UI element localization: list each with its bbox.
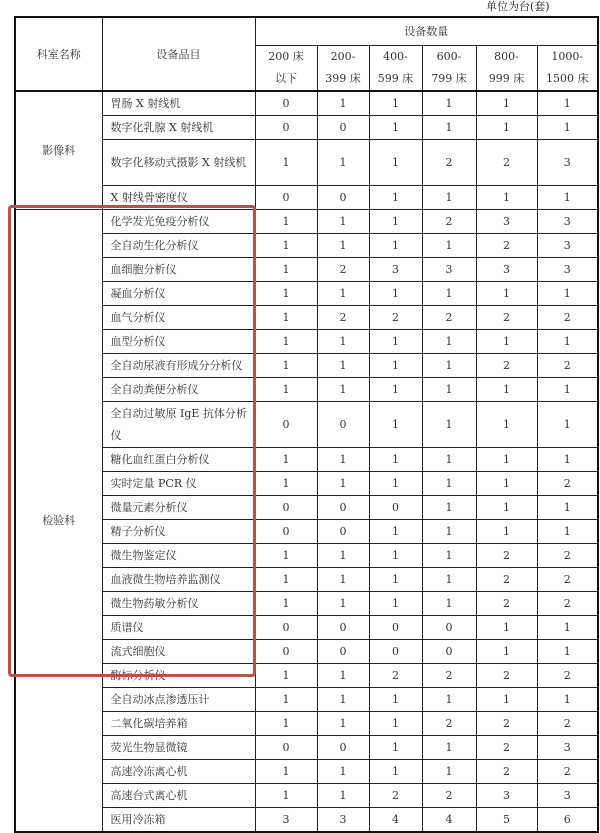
quantity-cell: 0: [317, 496, 369, 520]
quantity-cell: 1: [422, 91, 476, 116]
quantity-cell: 2: [422, 784, 476, 808]
quantity-cell: 1: [537, 91, 598, 116]
table-row: [15, 664, 598, 688]
quantity-cell: 1: [422, 520, 476, 544]
quantity-cell: 1: [369, 544, 422, 568]
table-row: [15, 784, 598, 808]
quantity-cell: 1: [422, 544, 476, 568]
header-bed-range-line: 999 床: [488, 72, 525, 85]
equipment-item: 血气分析仪: [102, 306, 255, 330]
quantity-cell: 1: [537, 496, 598, 520]
quantity-cell: 0: [422, 640, 476, 664]
quantity-cell: 3: [537, 210, 598, 234]
equipment-item: 胃肠 X 射线机: [102, 91, 255, 116]
header-bed-range-line: 400-: [383, 50, 408, 63]
header-bed-range: [476, 46, 537, 92]
table-row: [15, 760, 598, 784]
equipment-item: X 射线骨密度仪: [102, 186, 255, 210]
quantity-cell: 1: [476, 330, 537, 354]
quantity-cell: 1: [422, 378, 476, 402]
quantity-cell: 1: [317, 688, 369, 712]
equipment-item: 血型分析仪: [102, 330, 255, 354]
quantity-cell: 4: [422, 808, 476, 833]
quantity-cell: 1: [476, 520, 537, 544]
quantity-cell: 1: [369, 91, 422, 116]
quantity-cell: 1: [255, 760, 317, 784]
equipment-item: 实时定量 PCR 仪: [102, 472, 255, 496]
quantity-cell: 2: [476, 140, 537, 186]
quantity-cell: 1: [317, 354, 369, 378]
equipment-item: 微生物药敏分析仪: [102, 592, 255, 616]
quantity-cell: 0: [369, 640, 422, 664]
quantity-cell: 0: [422, 616, 476, 640]
equipment-table: [14, 16, 599, 833]
department-cell: 影像科: [15, 91, 102, 210]
quantity-cell: 1: [369, 354, 422, 378]
table-row: [15, 616, 598, 640]
equipment-item: 凝血分析仪: [102, 282, 255, 306]
quantity-cell: 1: [255, 282, 317, 306]
header-bed-range: [369, 46, 422, 92]
quantity-cell: 1: [422, 736, 476, 760]
table-row: [15, 544, 598, 568]
quantity-cell: 0: [255, 116, 317, 140]
header-bed-range: [537, 46, 598, 92]
quantity-cell: 1: [537, 330, 598, 354]
table-row: [15, 91, 598, 116]
quantity-cell: 1: [317, 448, 369, 472]
quantity-cell: 2: [476, 234, 537, 258]
table-row: [15, 282, 598, 306]
table-row: [15, 568, 598, 592]
quantity-cell: 1: [476, 186, 537, 210]
header-dept: 科室名称: [15, 17, 102, 91]
quantity-cell: 1: [317, 760, 369, 784]
table-row: [15, 688, 598, 712]
equipment-item: 二氧化碳培养箱: [102, 712, 255, 736]
table-row: [15, 520, 598, 544]
quantity-cell: 1: [422, 448, 476, 472]
header-bed-range-line: 799 床: [431, 72, 467, 85]
quantity-cell: 1: [369, 140, 422, 186]
quantity-cell: 1: [369, 760, 422, 784]
quantity-cell: 0: [317, 116, 369, 140]
quantity-cell: 1: [255, 472, 317, 496]
quantity-cell: 1: [369, 736, 422, 760]
quantity-cell: 1: [317, 282, 369, 306]
table-row: [15, 210, 598, 234]
quantity-cell: 1: [422, 186, 476, 210]
equipment-item: 全自动冰点渗透压计: [102, 688, 255, 712]
quantity-cell: 3: [537, 258, 598, 282]
quantity-cell: 1: [255, 210, 317, 234]
quantity-cell: 2: [476, 736, 537, 760]
quantity-cell: 3: [476, 210, 537, 234]
table-row: [15, 330, 598, 354]
header-bed-range: [255, 46, 317, 92]
quantity-cell: 1: [422, 688, 476, 712]
equipment-item: 微量元素分析仪: [102, 496, 255, 520]
quantity-cell: 1: [537, 186, 598, 210]
table-row: [15, 448, 598, 472]
quantity-cell: 1: [369, 712, 422, 736]
quantity-cell: 1: [317, 664, 369, 688]
quantity-cell: 0: [317, 520, 369, 544]
quantity-cell: 1: [317, 712, 369, 736]
quantity-cell: 2: [476, 306, 537, 330]
quantity-cell: 1: [255, 784, 317, 808]
quantity-cell: 1: [537, 402, 598, 448]
quantity-cell: 1: [422, 354, 476, 378]
quantity-cell: 1: [369, 116, 422, 140]
quantity-cell: 1: [422, 330, 476, 354]
equipment-item: 医用冷冻箱: [102, 808, 255, 833]
quantity-cell: 3: [537, 234, 598, 258]
quantity-cell: 0: [369, 496, 422, 520]
quantity-cell: 1: [422, 234, 476, 258]
quantity-cell: 1: [369, 402, 422, 448]
quantity-cell: 1: [369, 472, 422, 496]
quantity-cell: 2: [422, 712, 476, 736]
quantity-cell: 0: [255, 616, 317, 640]
quantity-cell: 1: [369, 186, 422, 210]
quantity-cell: 1: [255, 140, 317, 186]
quantity-cell: 1: [537, 616, 598, 640]
quantity-cell: 0: [317, 640, 369, 664]
quantity-cell: 2: [317, 258, 369, 282]
equipment-item: 数字化乳腺 X 射线机: [102, 116, 255, 140]
quantity-cell: 2: [369, 664, 422, 688]
quantity-cell: 1: [422, 592, 476, 616]
equipment-item: 酶标分析仪: [102, 664, 255, 688]
table-row: [15, 116, 598, 140]
quantity-cell: 1: [317, 568, 369, 592]
equipment-item: 糖化血红蛋白分析仪: [102, 448, 255, 472]
quantity-cell: 1: [317, 91, 369, 116]
quantity-cell: 0: [317, 616, 369, 640]
header-bed-range-line: 800-: [494, 50, 519, 63]
quantity-cell: 1: [317, 140, 369, 186]
quantity-cell: 2: [537, 306, 598, 330]
equipment-item: 微生物鉴定仪: [102, 544, 255, 568]
quantity-cell: 2: [476, 354, 537, 378]
quantity-cell: 1: [317, 592, 369, 616]
header-bed-range-line: 200-: [330, 50, 356, 63]
quantity-cell: 2: [422, 140, 476, 186]
quantity-cell: 2: [537, 760, 598, 784]
quantity-cell: 2: [476, 664, 537, 688]
quantity-cell: 1: [422, 282, 476, 306]
quantity-cell: 1: [476, 378, 537, 402]
quantity-cell: 1: [369, 520, 422, 544]
quantity-cell: 2: [537, 592, 598, 616]
quantity-cell: 2: [422, 210, 476, 234]
equipment-item: 化学发光免疫分析仪: [102, 210, 255, 234]
quantity-cell: 1: [317, 784, 369, 808]
quantity-cell: 0: [317, 186, 369, 210]
quantity-cell: 1: [476, 448, 537, 472]
table-row: [15, 234, 598, 258]
quantity-cell: 1: [476, 496, 537, 520]
quantity-cell: 0: [255, 186, 317, 210]
header-item: 设备品目: [102, 17, 255, 91]
equipment-item: 流式细胞仪: [102, 640, 255, 664]
quantity-cell: 0: [255, 496, 317, 520]
quantity-cell: 2: [422, 306, 476, 330]
quantity-cell: 1: [369, 592, 422, 616]
quantity-cell: 1: [255, 712, 317, 736]
quantity-cell: 3: [537, 784, 598, 808]
quantity-cell: 1: [537, 282, 598, 306]
department-cell: 检验科: [15, 210, 102, 833]
header-bed-range-line: 399 床: [325, 72, 361, 85]
quantity-cell: 1: [422, 472, 476, 496]
quantity-cell: 1: [369, 568, 422, 592]
quantity-cell: 6: [537, 808, 598, 833]
header-bed-range-line: 600-: [436, 50, 462, 63]
quantity-cell: 1: [369, 688, 422, 712]
equipment-item: 血细胞分析仪: [102, 258, 255, 282]
quantity-cell: 1: [422, 760, 476, 784]
quantity-cell: 0: [369, 616, 422, 640]
table-row: [15, 712, 598, 736]
quantity-cell: 4: [369, 808, 422, 833]
quantity-cell: 1: [476, 472, 537, 496]
table-row: [15, 306, 598, 330]
quantity-cell: 1: [255, 306, 317, 330]
header-bed-range-line: 以下: [275, 72, 297, 85]
quantity-cell: 2: [476, 592, 537, 616]
quantity-cell: 0: [255, 402, 317, 448]
quantity-cell: 0: [255, 640, 317, 664]
quantity-cell: 2: [537, 568, 598, 592]
quantity-cell: 1: [476, 282, 537, 306]
quantity-cell: 1: [255, 568, 317, 592]
quantity-cell: 1: [422, 496, 476, 520]
equipment-item: 高速台式离心机: [102, 784, 255, 808]
quantity-cell: 1: [255, 448, 317, 472]
equipment-item: 全自动过敏原 IgE 抗体分析仪: [102, 402, 255, 448]
equipment-item: 质谱仪: [102, 616, 255, 640]
quantity-cell: 2: [537, 712, 598, 736]
quantity-cell: 1: [255, 354, 317, 378]
quantity-cell: 1: [317, 210, 369, 234]
quantity-cell: 2: [537, 472, 598, 496]
quantity-cell: 2: [422, 664, 476, 688]
quantity-cell: 0: [255, 520, 317, 544]
quantity-cell: 1: [255, 592, 317, 616]
table-row: [15, 354, 598, 378]
header-bed-range-line: 200 床: [268, 50, 304, 63]
quantity-cell: 2: [369, 306, 422, 330]
table-row: [15, 140, 598, 186]
quantity-cell: 1: [255, 378, 317, 402]
unit-label: 单位为台(套): [486, 0, 550, 13]
quantity-cell: 1: [422, 116, 476, 140]
quantity-cell: 1: [537, 688, 598, 712]
quantity-cell: 1: [476, 116, 537, 140]
quantity-cell: 1: [317, 378, 369, 402]
table-row: [15, 808, 598, 833]
quantity-cell: 0: [317, 402, 369, 448]
table-row: [15, 736, 598, 760]
quantity-cell: 3: [317, 808, 369, 833]
quantity-cell: 1: [537, 378, 598, 402]
quantity-cell: 2: [537, 544, 598, 568]
header-bed-range-line: 1500 床: [546, 72, 589, 85]
quantity-cell: 1: [317, 472, 369, 496]
table-row: [15, 640, 598, 664]
quantity-cell: 2: [476, 568, 537, 592]
quantity-cell: 2: [476, 760, 537, 784]
quantity-cell: 1: [537, 116, 598, 140]
quantity-cell: 1: [317, 330, 369, 354]
quantity-cell: 2: [537, 664, 598, 688]
equipment-item: 精子分析仪: [102, 520, 255, 544]
quantity-cell: 3: [476, 258, 537, 282]
quantity-cell: 0: [255, 736, 317, 760]
quantity-cell: 0: [317, 736, 369, 760]
table-row: [15, 186, 598, 210]
quantity-cell: 1: [255, 544, 317, 568]
table-row: [15, 472, 598, 496]
equipment-item: 荧光生物显微镜: [102, 736, 255, 760]
equipment-item: 全自动生化分析仪: [102, 234, 255, 258]
quantity-cell: 1: [537, 640, 598, 664]
quantity-cell: 2: [537, 354, 598, 378]
equipment-item: 血液微生物培养监测仪: [102, 568, 255, 592]
quantity-cell: 1: [537, 448, 598, 472]
quantity-cell: 1: [255, 330, 317, 354]
quantity-cell: 1: [317, 544, 369, 568]
quantity-cell: 1: [369, 378, 422, 402]
quantity-cell: 3: [476, 784, 537, 808]
quantity-cell: 3: [422, 258, 476, 282]
quantity-cell: 1: [422, 568, 476, 592]
header-bed-range-line: 599 床: [377, 72, 414, 85]
quantity-cell: 1: [369, 448, 422, 472]
table-row: [15, 258, 598, 282]
quantity-cell: 1: [476, 616, 537, 640]
quantity-cell: 1: [369, 210, 422, 234]
equipment-item: 全自动粪便分析仪: [102, 378, 255, 402]
quantity-cell: 1: [255, 688, 317, 712]
table-row: [15, 496, 598, 520]
quantity-cell: 1: [476, 91, 537, 116]
quantity-cell: 3: [369, 258, 422, 282]
quantity-cell: 5: [476, 808, 537, 833]
quantity-cell: 1: [476, 402, 537, 448]
quantity-cell: 1: [369, 282, 422, 306]
header-bed-range-line: 1000-: [551, 50, 584, 63]
table-row: [15, 592, 598, 616]
quantity-cell: 1: [255, 258, 317, 282]
table-row: [15, 402, 598, 448]
quantity-cell: 1: [476, 640, 537, 664]
quantity-cell: 1: [255, 664, 317, 688]
header-qty-group: 设备数量: [255, 17, 598, 46]
equipment-item: 全自动尿液有形成分分析仪: [102, 354, 255, 378]
table-row: [15, 378, 598, 402]
quantity-cell: 2: [317, 306, 369, 330]
quantity-cell: 2: [476, 544, 537, 568]
quantity-cell: 2: [369, 784, 422, 808]
quantity-cell: 1: [476, 688, 537, 712]
quantity-cell: 1: [369, 234, 422, 258]
header-bed-range: [317, 46, 369, 92]
header-bed-range: [422, 46, 476, 92]
quantity-cell: 3: [537, 736, 598, 760]
equipment-item: 高速冷冻离心机: [102, 760, 255, 784]
quantity-cell: 2: [476, 712, 537, 736]
equipment-item: 数字化移动式摄影 X 射线机: [102, 140, 255, 186]
quantity-cell: 1: [537, 520, 598, 544]
quantity-cell: 1: [317, 234, 369, 258]
quantity-cell: 1: [369, 330, 422, 354]
quantity-cell: 1: [255, 234, 317, 258]
quantity-cell: 3: [255, 808, 317, 833]
quantity-cell: 0: [255, 91, 317, 116]
quantity-cell: 3: [537, 140, 598, 186]
quantity-cell: 1: [422, 402, 476, 448]
